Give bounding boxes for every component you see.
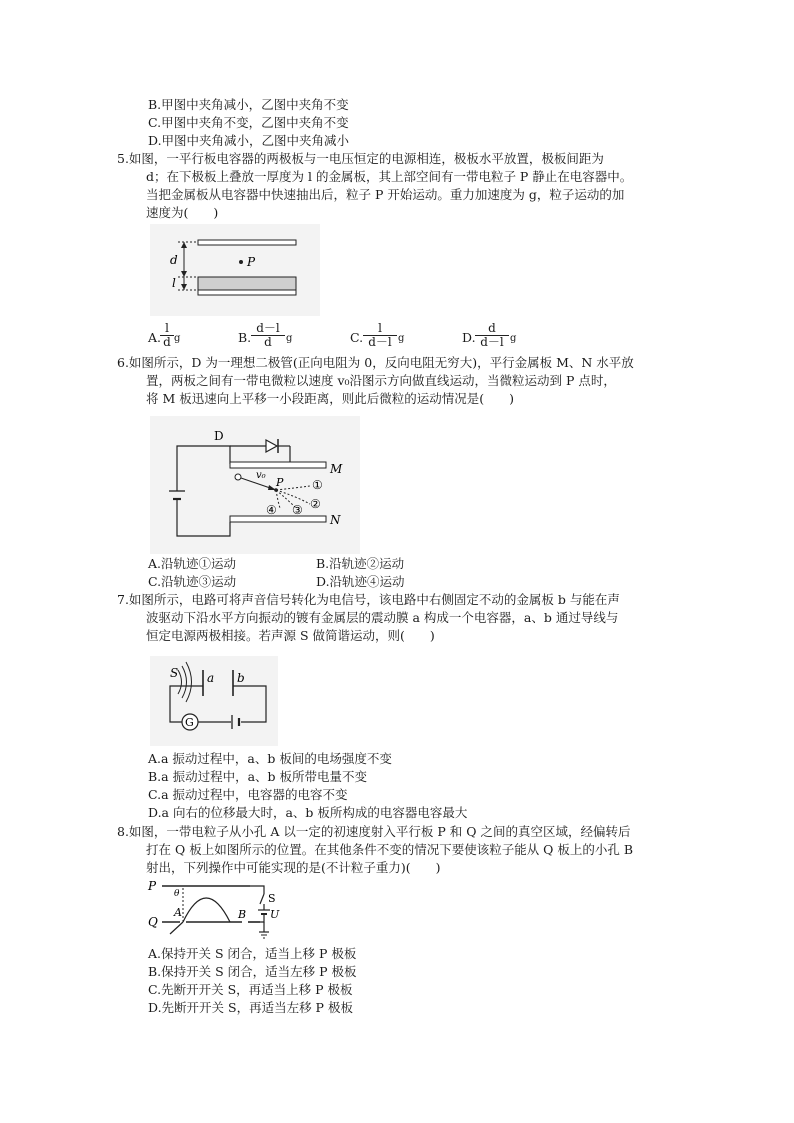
q5-option-c-suffix: g xyxy=(398,333,405,344)
label-p: P xyxy=(276,476,284,489)
label-d: d xyxy=(170,253,178,267)
q8-deflection-figure xyxy=(146,878,286,944)
q5-option-b-prefix: B. xyxy=(238,330,252,345)
q6-option-d: D.沿轨迹④运动 xyxy=(316,574,405,589)
q8-option-a: A.保持开关 S 闭合，适当上移 P 极板 xyxy=(148,946,357,961)
q7-stem-line2: 波驱动下沿水平方向振动的镀有金属层的震动膜 a 构成一个电容器，a、b 通过导线与 xyxy=(146,610,619,625)
q8-stem-line3: 射出，下列操作中可能实现的是(不计粒子重力)( ) xyxy=(146,860,441,875)
q5-option-b-fraction xyxy=(251,322,285,349)
q8-option-b: B.保持开关 S 闭合，适当左移 P 极板 xyxy=(148,964,357,979)
plate-n xyxy=(230,516,326,522)
q4-option-c: C.甲图中夹角不变，乙图中夹角不变 xyxy=(148,115,349,130)
label-trajectory-1: ① xyxy=(312,478,323,492)
label-q: Q xyxy=(148,915,158,929)
q5-option-d-fraction xyxy=(475,322,509,349)
label-l: l xyxy=(172,276,176,290)
q8-stem-line2: 打在 Q 板上如图所示的位置。在其他条件不变的情况下要使该粒子能从 Q 板上的小孔 B xyxy=(146,842,634,857)
label-diode: D xyxy=(214,429,224,443)
q7-stem-line1: 7.如图所示，电路可将声音信号转化为电信号，该电路中右侧固定不动的金属板 b 与能在声 xyxy=(117,592,620,607)
label-v0: v₀ xyxy=(256,470,266,481)
q6-option-b: B.沿轨迹②运动 xyxy=(316,556,405,571)
q7-option-c: C.a 振动过程中，电容器的电容不变 xyxy=(148,787,348,802)
q5-option-a-fraction xyxy=(160,322,174,349)
label-m: M xyxy=(330,462,343,476)
label-trajectory-3: ③ xyxy=(292,503,303,517)
q6-stem-line1: 6.如图所示，D 为一理想二极管(正向电阻为 0，反向电阻无穷大)，平行金属板 M、N 水平放 xyxy=(117,355,634,370)
label-trajectory-2: ② xyxy=(310,497,321,511)
label-p: P xyxy=(247,255,256,269)
numerator: d xyxy=(488,321,496,335)
particle xyxy=(235,474,241,480)
denominator: d－l xyxy=(363,335,397,349)
denominator: d xyxy=(160,335,174,349)
q6-option-a: A.沿轨迹①运动 xyxy=(148,556,237,571)
q5-capacitor-figure xyxy=(150,224,320,316)
plate-m xyxy=(230,462,326,468)
denominator: d xyxy=(251,335,285,349)
wire-bottom-right xyxy=(260,914,264,922)
q5-option-a-suffix: g xyxy=(174,333,181,344)
q8-option-c: C.先断开开关 S，再适当上移 P 极板 xyxy=(148,982,353,997)
q5-option-d-suffix: g xyxy=(510,333,517,344)
figure-background xyxy=(150,416,360,554)
q5-stem-line4: 速度为( ) xyxy=(146,205,219,220)
label-u: U xyxy=(270,908,280,921)
lower-plate xyxy=(198,290,296,295)
numerator: l xyxy=(165,321,169,335)
q5-stem-line2: d；在下极板上叠放一厚度为 l 的金属板，其上部空间有一带电粒子 P 静止在电容器中。 xyxy=(146,169,633,184)
q5-stem-line1: 5.如图，一平行板电容器的两极板与一电压恒定的电源相连，极板水平放置，极板间距为 xyxy=(117,151,604,166)
upper-plate xyxy=(198,240,296,245)
label-trajectory-4: ④ xyxy=(266,503,277,517)
label-theta: θ xyxy=(174,889,180,899)
label-s: S xyxy=(170,666,179,680)
label-s: S xyxy=(268,892,276,905)
q7-stem-line3: 恒定电源两极相接。若声源 S 做简谐运动，则( ) xyxy=(146,628,435,643)
label-b: B xyxy=(238,908,247,921)
label-n: N xyxy=(330,513,341,527)
q4-option-b: B.甲图中夹角减小，乙图中夹角不变 xyxy=(148,97,349,112)
particle-trajectory xyxy=(183,898,230,922)
q6-diode-circuit-figure xyxy=(150,416,360,554)
numerator: l xyxy=(378,321,382,335)
q6-stem-line2: 置，两板之间有一带电微粒以速度 v₀沿图示方向做直线运动，当微粒运动到 P 点时， xyxy=(146,373,616,388)
particle-p xyxy=(239,260,243,264)
incident-path xyxy=(170,922,183,934)
q5-stem-line3: 当把金属板从电容器中快速抽出后，粒子 P 开始运动。重力加速度为 g，粒子运动的加 xyxy=(146,187,625,202)
label-a: A xyxy=(174,906,182,919)
q5-option-a-prefix: A. xyxy=(148,330,162,345)
q7-microphone-circuit-figure xyxy=(150,656,278,746)
q7-option-b: B.a 振动过程中，a、b 板所带电量不变 xyxy=(148,769,368,784)
label-p: P xyxy=(148,879,157,893)
label-a: a xyxy=(207,671,215,685)
metal-slab xyxy=(198,277,296,290)
q5-option-c-fraction xyxy=(363,322,397,349)
q8-stem-line1: 8.如图，一带电粒子从小孔 A 以一定的初速度射入平行板 P 和 Q 之间的真空区域，经偏转后 xyxy=(117,824,631,839)
switch-s xyxy=(260,894,264,904)
q4-option-d: D.甲图中夹角减小，乙图中夹角减小 xyxy=(148,133,350,148)
numerator: d－l xyxy=(256,321,280,335)
q6-option-c: C.沿轨迹③运动 xyxy=(148,574,237,589)
denominator: d－l xyxy=(475,335,509,349)
q6-stem-line3: 将 M 板迅速向上平移一小段距离，则此后微粒的运动情况是( ) xyxy=(146,391,515,406)
q7-option-d: D.a 向右的位移最大时，a、b 板所构成的电容器电容最大 xyxy=(148,805,468,820)
q7-option-a: A.a 振动过程中，a、b 板间的电场强度不变 xyxy=(148,751,392,766)
figure-background xyxy=(150,224,320,316)
label-b: b xyxy=(237,671,245,685)
wire-top-right xyxy=(250,886,264,894)
q8-option-d: D.先断开开关 S，再适当左移 P 极板 xyxy=(148,1000,353,1015)
q5-option-c-prefix: C. xyxy=(350,330,364,345)
q5-option-b-suffix: g xyxy=(286,333,293,344)
label-g: G xyxy=(185,716,194,729)
q5-option-d-prefix: D. xyxy=(462,330,476,345)
